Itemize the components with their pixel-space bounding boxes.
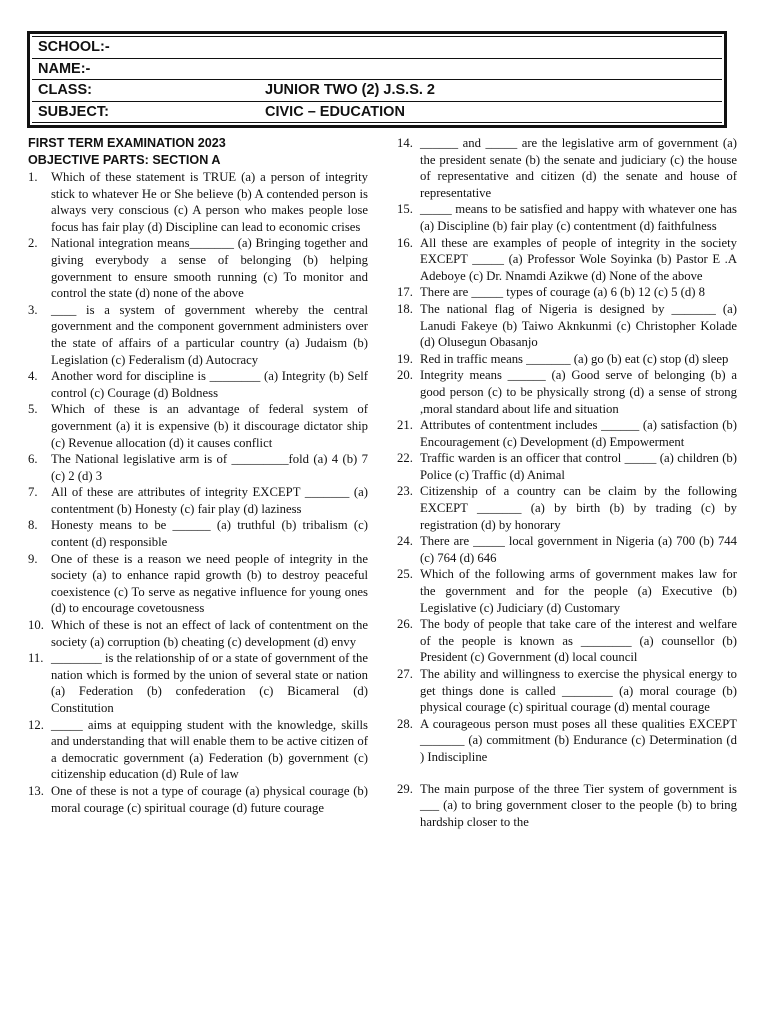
question-item [28, 517, 368, 550]
question-text: Another word for discipline is ________ (a) Integrity (b) Self control (c) Courage (d) Boldness [51, 369, 368, 400]
question-text: All these are examples of people of integrity in the society EXCEPT _____ (a) Professor Wole Soyinka (b) Pastor E .A Adeboye (c) Dr. Nnamdi Azikwe (d) None of the above [420, 235, 737, 283]
question-number: 4. [28, 369, 38, 384]
question-item [28, 302, 368, 368]
question-item [28, 717, 368, 783]
question-number: 9. [28, 551, 38, 566]
question-item [397, 716, 737, 766]
question-number: 24. [397, 534, 413, 549]
subject-label: SUBJECT: [38, 103, 109, 120]
question-item [28, 451, 368, 484]
class-label: CLASS: [38, 82, 92, 98]
question-text: There are _____ local government in Nigeria (a) 700 (b) 744 (c) 764 (d) 646 [420, 534, 737, 565]
question-text: Which of the following arms of government makes law for the government and for the people (a) Executive (b) Legislative (c) Judiciary (d) Customary [420, 567, 737, 615]
question-item [397, 483, 737, 533]
question-number: 15. [397, 202, 413, 217]
question-number: 17. [397, 285, 413, 300]
question-text: The National legislative arm is of _________fold (a) 4 (b) 7 (c) 2 (d) 3 [51, 452, 368, 483]
question-item [28, 551, 368, 617]
question-number: 12. [28, 717, 44, 732]
question-text: Which of these is an advantage of federal system of government (a) it is expensive (b) it discourage dictator ship (c) Revenue allocation (d) it causes conflict [51, 402, 368, 450]
question-number: 25. [397, 567, 413, 582]
question-text: Red in traffic means _______ (a) go (b) eat (c) stop (d) sleep [420, 351, 729, 366]
question-number: 16. [397, 235, 413, 250]
question-number: 2. [28, 236, 38, 251]
question-number: 19. [397, 351, 413, 366]
question-text: There are _____ types of courage (a) 6 (b) 12 (c) 5 (d) 8 [420, 285, 705, 300]
question-text: National integration means_______ (a) Bringing together and giving everybody a sense of belonging (b) helping government to ensure smooth running (c) To monitor and control the state (d) none of the above [51, 236, 368, 301]
question-item [28, 169, 368, 235]
question-number: 29. [397, 781, 413, 796]
question-text: ________ is the relationship of or a state of government of the nation which is formed by the union of several state or nation (a) Federation (b) confederation (c) Bicameral (d) Constitution [51, 651, 368, 715]
class-value: JUNIOR TWO (2) J.S.S. 2 [265, 82, 435, 98]
question-item [397, 301, 737, 351]
question-text: All of these are attributes of integrity EXCEPT _______ (a) contentment (b) Honesty (c) fair play (d) laziness [51, 485, 368, 516]
name-row [32, 59, 722, 81]
question-number: 5. [28, 402, 38, 417]
question-item [28, 368, 368, 401]
question-number: 7. [28, 485, 38, 500]
question-number: 10. [28, 618, 44, 633]
question-number: 13. [28, 783, 44, 798]
question-number: 1. [28, 170, 38, 184]
question-text: A courageous person must poses all these qualities EXCEPT _______ (a) commitment (b) Endurance (c) Determination (d ) Indiscipline [420, 716, 737, 764]
spacer [397, 766, 737, 781]
question-text: One of these is a reason we need people of integrity in the society (a) to enhance rapid growth (b) to destroy peaceful coexistence (c) To serve as negative influence for young ones (d) to encourage covetousness [51, 551, 368, 616]
question-number: 20. [397, 368, 413, 383]
question-number: 28. [397, 716, 413, 731]
question-number: 26. [397, 617, 413, 632]
question-item [397, 533, 737, 566]
question-item [28, 235, 368, 301]
question-number: 23. [397, 484, 413, 499]
question-item [28, 617, 368, 650]
question-item [397, 417, 737, 450]
class-row [32, 80, 722, 102]
question-item [397, 566, 737, 616]
section-title: OBJECTIVE PARTS: SECTION A [28, 153, 221, 167]
question-number: 11. [28, 651, 44, 666]
school-label: SCHOOL:- [38, 39, 110, 55]
question-number: 21. [397, 418, 413, 433]
question-text: The ability and willingness to exercise the physical energy to get things done is called ________ (a) moral courage (b) physical courage (c) spiritual courage (d) mental courage [420, 667, 737, 715]
question-number: 14. [397, 136, 413, 150]
question-item [397, 666, 737, 716]
question-text: ______ and _____ are the legislative arm of government (a) the president senate (b) the senate and judiciary (c) the house of representative and citizen (d) the senate and house of representative [420, 136, 737, 200]
question-item [28, 484, 368, 517]
question-text: ____ is a system of government whereby the central government and the component government administers over the state of affairs of a particular country (a) Judaism (b) Legislation (c) Federalism (d) Autocracy [51, 302, 368, 367]
question-number: 22. [397, 451, 413, 466]
question-text: Which of these is not an effect of lack of contentment on the society (a) corruption (b) cheating (c) development (d) envy [51, 618, 368, 649]
question-item [28, 650, 368, 716]
subject-value: CIVIC – EDUCATION [265, 103, 405, 120]
question-number: 8. [28, 518, 38, 533]
school-row [32, 36, 722, 59]
exam-title: FIRST TERM EXAMINATION 2023 [28, 136, 226, 150]
question-text: The main purpose of the three Tier system of government is ___ (a) to bring government closer to the people (b) to bring hardship closer to the [420, 781, 737, 829]
question-number: 18. [397, 301, 413, 316]
question-item [397, 135, 737, 201]
left-column [28, 135, 368, 816]
question-text: Citizenship of a country can be claim by the following EXCEPT _______ (a) by birth (b) by trading (c) by registration (d) by honorary [420, 484, 737, 532]
right-column [397, 135, 737, 830]
question-item [28, 783, 368, 816]
question-text: Honesty means to be ______ (a) truthful (b) tribalism (c) content (d) responsible [51, 518, 368, 550]
question-text: Integrity means ______ (a) Good serve of belonging (b) a good person (c) to be physically strong (d) a sense of strong ,moral standard about life and situation [420, 368, 737, 416]
question-item [397, 235, 737, 285]
question-item [397, 351, 737, 368]
question-text: The body of people that take care of the interest and welfare of the people is known as ________ (a) counsellor (b) President (c) Government (d) local council [420, 617, 737, 665]
name-label: NAME:- [38, 60, 91, 77]
question-number: 27. [397, 667, 413, 681]
question-item [28, 401, 368, 451]
question-item [397, 450, 737, 483]
question-text: Which of these statement is TRUE (a) a person of integrity stick to whatever He or She believe (b) A contended person is always very conscious (c) A person who makes people lose focus has fair play (d) Discipline can lead to economic crises [51, 170, 368, 234]
question-item [397, 616, 737, 666]
question-text: The national flag of Nigeria is designed by _______ (a) Lanudi Fakeye (b) Taiwo Aknkunmi (c) Christopher Kolade (d) Olusegun Obasanjo [420, 301, 737, 350]
question-text: _____ means to be satisfied and happy with whatever one has (a) Discipline (b) fair play (c) contentment (d) faithfulness [420, 202, 737, 233]
question-item [397, 367, 737, 417]
question-text: Attributes of contentment includes ______ (a) satisfaction (b) Encouragement (c) Development (d) Empowerment [420, 418, 737, 449]
question-item [397, 781, 737, 831]
question-text: One of these is not a type of courage (a) physical courage (b) moral courage (c) spiritual courage (d) future courage [51, 783, 368, 815]
student-info-table [27, 31, 727, 128]
question-text: Traffic warden is an officer that control _____ (a) children (b) Police (c) Traffic (d) Animal [420, 451, 737, 482]
subject-row [32, 102, 722, 124]
question-item [397, 284, 737, 301]
question-number: 3. [28, 302, 38, 317]
question-text: _____ aims at equipping student with the knowledge, skills and understanding that will enable them to be active citizen of a democratic government (a) Federation (b) government (c) citizenship education (d) Rule of law [51, 717, 368, 782]
question-item [397, 201, 737, 234]
question-number: 6. [28, 452, 38, 467]
